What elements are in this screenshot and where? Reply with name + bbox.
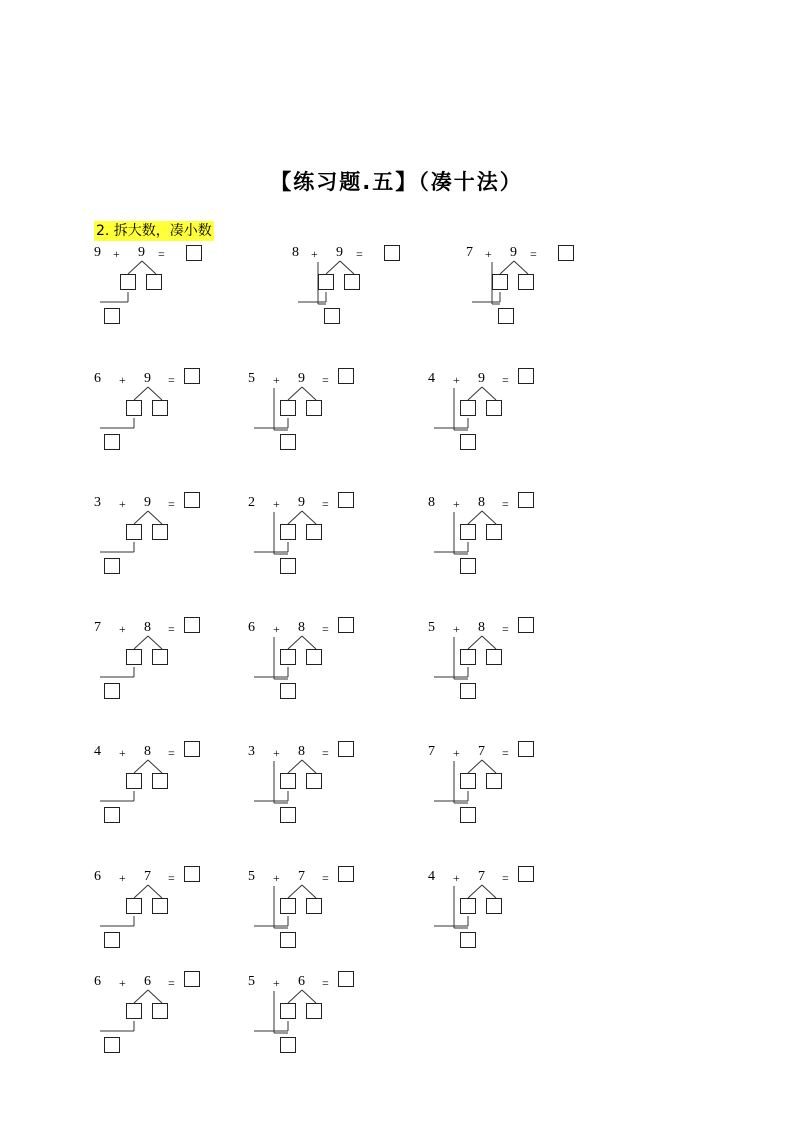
addend-a: 9 bbox=[94, 245, 101, 260]
split-box-left[interactable] bbox=[460, 773, 476, 789]
split-box-right[interactable] bbox=[152, 773, 168, 789]
equals-sign: = bbox=[530, 247, 537, 261]
addend-a: 7 bbox=[428, 744, 435, 759]
equals-sign: = bbox=[502, 497, 509, 511]
split-box-right[interactable] bbox=[152, 524, 168, 540]
plus-sign: + bbox=[273, 976, 280, 990]
split-box-left[interactable] bbox=[126, 898, 142, 914]
split-box-right[interactable] bbox=[152, 400, 168, 416]
problem-13 bbox=[92, 743, 267, 838]
addend-a: 5 bbox=[248, 869, 255, 884]
plus-sign: + bbox=[113, 247, 120, 261]
addend-a: 6 bbox=[94, 974, 101, 989]
split-box-left[interactable] bbox=[280, 649, 296, 665]
ten-result-box[interactable] bbox=[280, 434, 296, 450]
addend-a: 3 bbox=[248, 744, 255, 759]
split-tree-lines bbox=[92, 743, 267, 838]
problem-2 bbox=[290, 244, 465, 339]
addend-a: 4 bbox=[428, 869, 435, 884]
split-box-right[interactable] bbox=[306, 773, 322, 789]
problem-20 bbox=[246, 973, 421, 1068]
split-tree-lines bbox=[246, 868, 421, 963]
split-box-left[interactable] bbox=[460, 649, 476, 665]
split-box-left[interactable] bbox=[280, 773, 296, 789]
split-tree-lines bbox=[246, 494, 421, 589]
addend-b: 7 bbox=[298, 869, 305, 884]
equals-sign: = bbox=[168, 497, 175, 511]
ten-result-box[interactable] bbox=[498, 308, 514, 324]
split-box-right[interactable] bbox=[152, 898, 168, 914]
equals-sign: = bbox=[168, 976, 175, 990]
ten-result-box[interactable] bbox=[280, 1037, 296, 1053]
split-box-left[interactable] bbox=[280, 400, 296, 416]
plus-sign: + bbox=[311, 247, 318, 261]
addend-a: 3 bbox=[94, 495, 101, 510]
split-tree-lines bbox=[92, 494, 267, 589]
problem-12 bbox=[426, 619, 601, 714]
split-box-right[interactable] bbox=[306, 649, 322, 665]
plus-sign: + bbox=[119, 373, 126, 387]
split-box-left[interactable] bbox=[318, 274, 334, 290]
addend-a: 5 bbox=[248, 371, 255, 386]
plus-sign: + bbox=[453, 871, 460, 885]
split-box-left[interactable] bbox=[126, 1003, 142, 1019]
equals-sign: = bbox=[322, 871, 329, 885]
addend-a: 6 bbox=[248, 620, 255, 635]
addend-b: 9 bbox=[298, 371, 305, 386]
addend-b: 9 bbox=[478, 371, 485, 386]
addend-a: 6 bbox=[94, 371, 101, 386]
split-box-right[interactable] bbox=[306, 400, 322, 416]
addend-a: 7 bbox=[94, 620, 101, 635]
worksheet-title: 【练习题.五】（凑十法） bbox=[270, 170, 523, 194]
problem-17 bbox=[246, 868, 421, 963]
plus-sign: + bbox=[273, 622, 280, 636]
equals-sign: = bbox=[168, 746, 175, 760]
split-box-left[interactable] bbox=[492, 274, 508, 290]
equals-sign: = bbox=[322, 746, 329, 760]
split-box-right[interactable] bbox=[486, 400, 502, 416]
split-box-right[interactable] bbox=[152, 649, 168, 665]
ten-result-box[interactable] bbox=[460, 558, 476, 574]
split-tree-lines bbox=[92, 973, 267, 1068]
addend-b: 7 bbox=[478, 869, 485, 884]
plus-sign: + bbox=[119, 746, 126, 760]
addend-a: 6 bbox=[94, 869, 101, 884]
plus-sign: + bbox=[453, 746, 460, 760]
split-box-left[interactable] bbox=[126, 400, 142, 416]
problem-10 bbox=[92, 619, 267, 714]
equals-sign: = bbox=[322, 497, 329, 511]
ten-result-box[interactable] bbox=[280, 932, 296, 948]
equals-sign: = bbox=[502, 746, 509, 760]
addend-a: 4 bbox=[94, 744, 101, 759]
problem-5 bbox=[246, 370, 421, 465]
plus-sign: + bbox=[485, 247, 492, 261]
split-box-right[interactable] bbox=[518, 274, 534, 290]
ten-result-box[interactable] bbox=[104, 558, 120, 574]
split-box-right[interactable] bbox=[306, 524, 322, 540]
ten-result-box[interactable] bbox=[104, 434, 120, 450]
addend-a: 4 bbox=[428, 371, 435, 386]
plus-sign: + bbox=[119, 976, 126, 990]
addend-b: 8 bbox=[144, 620, 151, 635]
plus-sign: + bbox=[273, 497, 280, 511]
split-box-left[interactable] bbox=[126, 773, 142, 789]
split-tree-lines bbox=[246, 619, 421, 714]
problem-14 bbox=[246, 743, 421, 838]
addend-b: 6 bbox=[144, 974, 151, 989]
problem-8 bbox=[246, 494, 421, 589]
addend-b: 7 bbox=[144, 869, 151, 884]
equals-sign: = bbox=[168, 622, 175, 636]
ten-result-box[interactable] bbox=[104, 683, 120, 699]
ten-result-box[interactable] bbox=[104, 1037, 120, 1053]
split-box-left[interactable] bbox=[120, 274, 136, 290]
split-box-left[interactable] bbox=[280, 898, 296, 914]
split-tree-lines bbox=[92, 370, 267, 465]
addend-b: 6 bbox=[298, 974, 305, 989]
addend-a: 5 bbox=[248, 974, 255, 989]
split-tree-lines bbox=[290, 244, 465, 339]
ten-result-box[interactable] bbox=[460, 807, 476, 823]
split-box-right[interactable] bbox=[486, 898, 502, 914]
split-box-left[interactable] bbox=[460, 400, 476, 416]
problem-18 bbox=[426, 868, 601, 963]
split-tree-lines bbox=[426, 370, 601, 465]
split-tree-lines bbox=[92, 868, 267, 963]
split-box-right[interactable] bbox=[306, 1003, 322, 1019]
split-box-right[interactable] bbox=[486, 773, 502, 789]
split-tree-lines bbox=[426, 619, 601, 714]
plus-sign: + bbox=[453, 497, 460, 511]
addend-a: 8 bbox=[428, 495, 435, 510]
split-tree-lines bbox=[246, 973, 421, 1068]
plus-sign: + bbox=[273, 871, 280, 885]
split-box-left[interactable] bbox=[280, 1003, 296, 1019]
equals-sign: = bbox=[168, 373, 175, 387]
split-box-right[interactable] bbox=[152, 1003, 168, 1019]
addend-b: 9 bbox=[336, 245, 343, 260]
ten-result-box[interactable] bbox=[324, 308, 340, 324]
addend-a: 7 bbox=[466, 245, 473, 260]
split-box-left[interactable] bbox=[280, 524, 296, 540]
split-tree-lines bbox=[426, 743, 601, 838]
split-box-right[interactable] bbox=[486, 649, 502, 665]
split-box-right[interactable] bbox=[306, 898, 322, 914]
plus-sign: + bbox=[453, 373, 460, 387]
ten-result-box[interactable] bbox=[104, 807, 120, 823]
problem-16 bbox=[92, 868, 267, 963]
addend-b: 9 bbox=[144, 371, 151, 386]
problem-7 bbox=[92, 494, 267, 589]
addend-a: 2 bbox=[248, 495, 255, 510]
split-tree-lines bbox=[92, 244, 267, 339]
split-box-left[interactable] bbox=[460, 524, 476, 540]
split-tree-lines bbox=[464, 244, 639, 339]
split-box-left[interactable] bbox=[460, 898, 476, 914]
addend-b: 9 bbox=[144, 495, 151, 510]
split-tree-lines bbox=[246, 743, 421, 838]
problem-6 bbox=[426, 370, 601, 465]
addend-b: 7 bbox=[478, 744, 485, 759]
problem-11 bbox=[246, 619, 421, 714]
ten-result-box[interactable] bbox=[280, 558, 296, 574]
split-box-right[interactable] bbox=[344, 274, 360, 290]
addend-b: 9 bbox=[298, 495, 305, 510]
ten-result-box[interactable] bbox=[104, 308, 120, 324]
equals-sign: = bbox=[322, 373, 329, 387]
equals-sign: = bbox=[158, 247, 165, 261]
split-box-right[interactable] bbox=[146, 274, 162, 290]
equals-sign: = bbox=[322, 622, 329, 636]
equals-sign: = bbox=[168, 871, 175, 885]
addend-b: 8 bbox=[298, 744, 305, 759]
problem-15 bbox=[426, 743, 601, 838]
split-tree-lines bbox=[92, 619, 267, 714]
equals-sign: = bbox=[502, 871, 509, 885]
addend-b: 8 bbox=[298, 620, 305, 635]
problem-3 bbox=[464, 244, 639, 339]
split-tree-lines bbox=[426, 868, 601, 963]
split-tree-lines bbox=[426, 494, 601, 589]
ten-result-box[interactable] bbox=[280, 683, 296, 699]
equals-sign: = bbox=[502, 373, 509, 387]
ten-result-box[interactable] bbox=[104, 932, 120, 948]
plus-sign: + bbox=[453, 622, 460, 636]
ten-result-box[interactable] bbox=[280, 807, 296, 823]
addend-b: 9 bbox=[138, 245, 145, 260]
plus-sign: + bbox=[273, 373, 280, 387]
plus-sign: + bbox=[119, 497, 126, 511]
ten-result-box[interactable] bbox=[460, 932, 476, 948]
plus-sign: + bbox=[119, 871, 126, 885]
ten-result-box[interactable] bbox=[460, 434, 476, 450]
plus-sign: + bbox=[119, 622, 126, 636]
ten-result-box[interactable] bbox=[460, 683, 476, 699]
problem-9 bbox=[426, 494, 601, 589]
problem-19 bbox=[92, 973, 267, 1068]
equals-sign: = bbox=[322, 976, 329, 990]
split-tree-lines bbox=[246, 370, 421, 465]
split-box-left[interactable] bbox=[126, 649, 142, 665]
addend-b: 8 bbox=[478, 620, 485, 635]
addend-b: 9 bbox=[510, 245, 517, 260]
equals-sign: = bbox=[356, 247, 363, 261]
equals-sign: = bbox=[502, 622, 509, 636]
plus-sign: + bbox=[273, 746, 280, 760]
addend-a: 5 bbox=[428, 620, 435, 635]
addend-a: 8 bbox=[292, 245, 299, 260]
split-box-right[interactable] bbox=[486, 524, 502, 540]
problem-4 bbox=[92, 370, 267, 465]
split-box-left[interactable] bbox=[126, 524, 142, 540]
problem-1 bbox=[92, 244, 267, 339]
section-subtitle: 2. 拆大数，凑小数 bbox=[96, 223, 212, 239]
addend-b: 8 bbox=[144, 744, 151, 759]
addend-b: 8 bbox=[478, 495, 485, 510]
